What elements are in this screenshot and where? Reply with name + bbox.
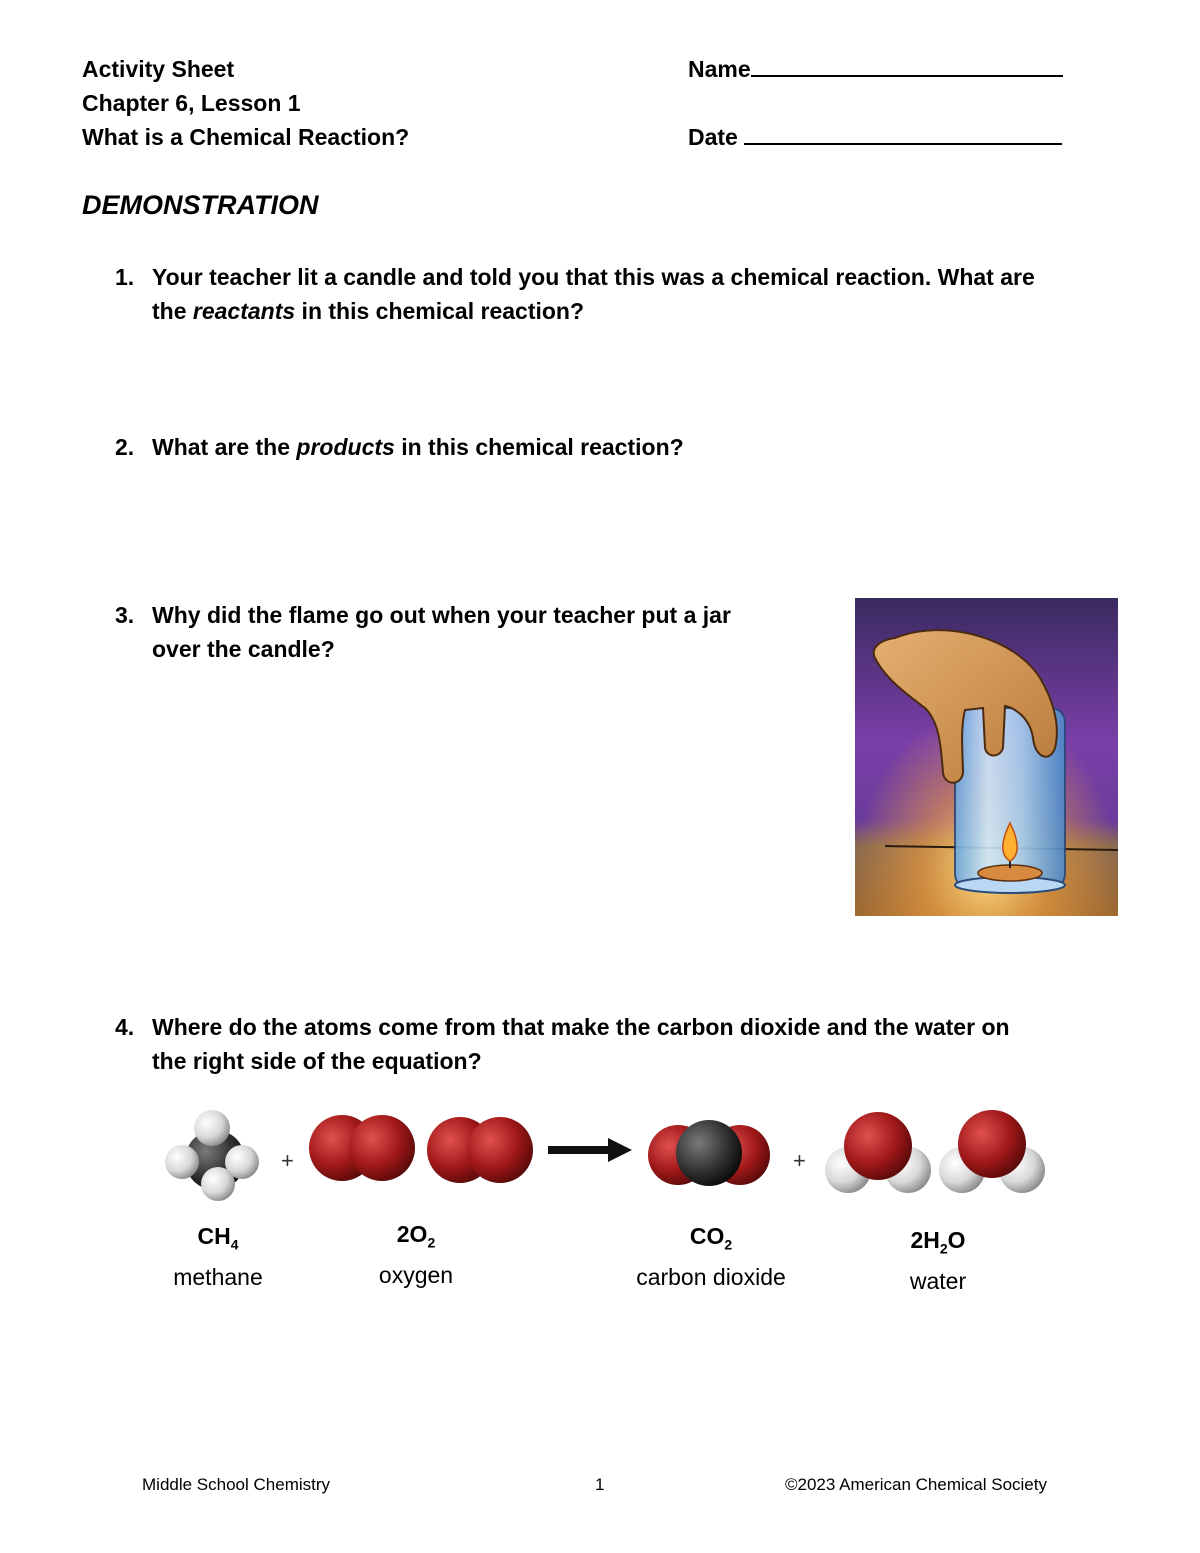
question-3 [82, 598, 802, 668]
name-line[interactable] [751, 53, 1063, 77]
question-text: Where do the atoms come from that make the carbon dioxide and the water on [152, 1014, 1010, 1040]
plus-sign: + [793, 1148, 806, 1173]
candle-jar-illustration [855, 598, 1118, 916]
reactants-term: reactants [192, 298, 296, 324]
question-number: 3. [115, 602, 135, 628]
carbon-dioxide-name: carbon dioxide [636, 1263, 786, 1290]
methane-molecule [165, 1110, 259, 1201]
question-number: 1. [115, 264, 135, 290]
question-1 [82, 260, 1122, 330]
reaction-equation-diagram [150, 1100, 1070, 1210]
date-label: Date [688, 124, 738, 150]
oxygen-molecule-1 [309, 1115, 415, 1181]
oxygen-formula: $2O_2$ [396, 1221, 436, 1251]
water-molecule-1 [825, 1112, 931, 1193]
water-formula: $2H_2O$ [910, 1227, 966, 1257]
page-number: 1 [595, 1475, 605, 1494]
water-molecule-2 [939, 1110, 1045, 1193]
question-2 [82, 430, 1122, 466]
name-label: Name [688, 56, 751, 82]
footer-copyright: ©2023 American Chemical Society [785, 1475, 1047, 1494]
name-field[interactable] [688, 52, 1088, 86]
question-text: Your teacher lit a candle and told you that this was a chemical reaction. What are [152, 264, 1035, 290]
header-block [82, 52, 409, 154]
carbon-dioxide-molecule [648, 1120, 770, 1186]
question-text-line2: the right side of the equation? [152, 1048, 482, 1074]
question-number: 2. [115, 434, 135, 460]
question-number: 4. [115, 1014, 135, 1040]
question-text: What are the products in this chemical reaction? [152, 434, 684, 460]
methane-label [148, 1220, 288, 1293]
water-name: water [909, 1267, 967, 1294]
date-line[interactable] [744, 121, 1062, 145]
chapter-label: Chapter 6, Lesson 1 [82, 90, 301, 116]
products-term: products [296, 434, 395, 460]
methane-formula: $CH_4$ [197, 1223, 239, 1253]
page-title: What is a Chemical Reaction? [82, 124, 410, 150]
section-title: DEMONSTRATION [82, 190, 319, 220]
question-text: Why did the flame go out when your teacher put a jar [152, 602, 731, 628]
methane-name: methane [173, 1263, 263, 1290]
oxygen-label [346, 1218, 486, 1291]
oxygen-molecule-2 [427, 1117, 533, 1183]
date-field[interactable] [688, 120, 1088, 154]
reaction-arrow-icon [548, 1138, 632, 1162]
water-label [868, 1224, 1008, 1297]
question-text-line2: the reactants in this chemical reaction? [152, 298, 585, 324]
question-4 [82, 1010, 1122, 1080]
carbon-dioxide-label [611, 1220, 811, 1293]
oxygen-name: oxygen [378, 1261, 454, 1288]
plus-sign: + [281, 1148, 294, 1173]
carbon-dioxide-formula: $CO_2$ [689, 1223, 733, 1253]
footer-left: Middle School Chemistry [142, 1475, 331, 1494]
question-text-line2: over the candle? [152, 636, 335, 662]
sheet-type: Activity Sheet [82, 56, 235, 82]
